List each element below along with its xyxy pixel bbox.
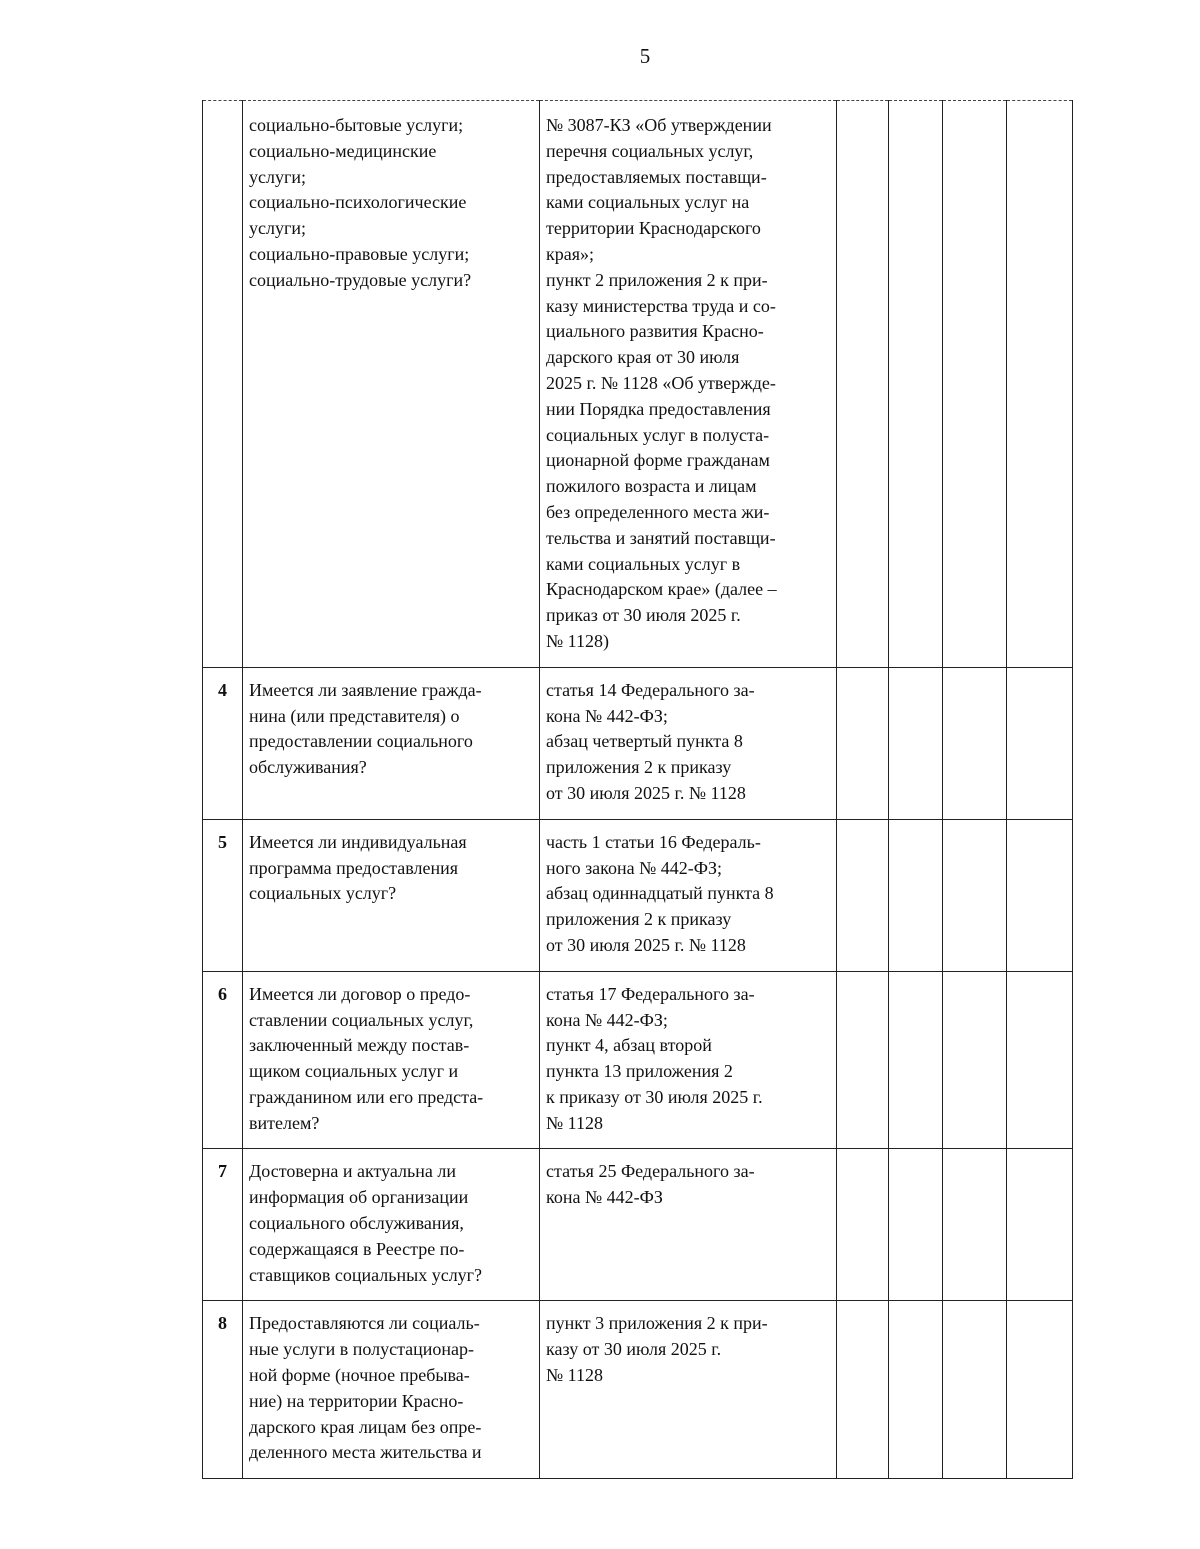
answer-na-cell bbox=[943, 101, 1007, 668]
page-number: 5 bbox=[639, 44, 651, 68]
question-cell: социально-бытовые услуги; социально-медицинские услуги; социально-психологические услуги; социально-правовые услуги; социально-трудовые услуги? bbox=[243, 101, 540, 668]
answer-yes-cell bbox=[837, 971, 889, 1149]
table-row bbox=[203, 101, 1073, 668]
note-cell bbox=[1007, 667, 1073, 819]
legal-reference-cell: статья 17 Федерального за- кона № 442-ФЗ; пункт 4, абзац второй пункта 13 приложения 2 к приказу от 30 июля 2025 г. № 1128 bbox=[540, 971, 837, 1149]
table-row bbox=[203, 667, 1073, 819]
table-row bbox=[203, 1149, 1073, 1301]
row-number: 7 bbox=[203, 1149, 243, 1301]
question-cell: Имеется ли индивидуальная программа предоставления социальных услуг? bbox=[243, 819, 540, 971]
row-number: 4 bbox=[203, 667, 243, 819]
answer-na-cell bbox=[943, 1149, 1007, 1301]
row-number bbox=[203, 101, 243, 668]
answer-no-cell bbox=[889, 971, 943, 1149]
answer-yes-cell bbox=[837, 667, 889, 819]
answer-yes-cell bbox=[837, 1301, 889, 1479]
legal-reference-cell: статья 14 Федерального за- кона № 442-ФЗ; абзац четвертый пункта 8 приложения 2 к приказу от 30 июля 2025 г. № 1128 bbox=[540, 667, 837, 819]
note-cell bbox=[1007, 971, 1073, 1149]
question-cell: Достоверна и актуальна ли информация об организации социального обслуживания, содержащаяся в Реестре по- ставщиков социальных услуг? bbox=[243, 1149, 540, 1301]
table-row bbox=[203, 1301, 1073, 1479]
question-cell: Имеется ли договор о предо- ставлении социальных услуг, заключенный между постав- щиком социальных услуг и гражданином или его предста- вителем? bbox=[243, 971, 540, 1149]
row-number: 6 bbox=[203, 971, 243, 1149]
answer-no-cell bbox=[889, 819, 943, 971]
legal-reference-cell: пункт 3 приложения 2 к при- казу от 30 июля 2025 г. № 1128 bbox=[540, 1301, 837, 1479]
answer-no-cell bbox=[889, 1149, 943, 1301]
answer-no-cell bbox=[889, 667, 943, 819]
note-cell bbox=[1007, 1149, 1073, 1301]
legal-reference-cell: статья 25 Федерального за- кона № 442-ФЗ bbox=[540, 1149, 837, 1301]
answer-yes-cell bbox=[837, 101, 889, 668]
answer-no-cell bbox=[889, 1301, 943, 1479]
answer-na-cell bbox=[943, 819, 1007, 971]
checklist-table bbox=[202, 100, 1073, 1479]
answer-no-cell bbox=[889, 101, 943, 668]
note-cell bbox=[1007, 819, 1073, 971]
legal-reference-cell: № 3087-КЗ «Об утверждении перечня социальных услуг, предоставляемых поставщи- ками социальных услуг на территории Краснодарского края»; пункт 2 приложения 2 к при- казу министерства труда и со- циального развития Красно- дарского края от 30 июля 2025 г. № 1128 «Об утвержде- нии Порядка предоставления социальных услуг в полуста- ционарной форме гражданам пожилого возраста и лицам без определенного места жи- тельства и занятий поставщи- ками социальных услуг в Краснодарском крае» (далее – приказ от 30 июля 2025 г. № 1128) bbox=[540, 101, 837, 668]
note-cell bbox=[1007, 1301, 1073, 1479]
answer-na-cell bbox=[943, 667, 1007, 819]
legal-reference-cell: часть 1 статьи 16 Федераль- ного закона № 442-ФЗ; абзац одиннадцатый пункта 8 приложения 2 к приказу от 30 июля 2025 г. № 1128 bbox=[540, 819, 837, 971]
question-cell: Предоставляются ли социаль- ные услуги в полустационар- ной форме (ночное пребыва- ние) на территории Красно- дарского края лицам без опре- деленного места жительства и bbox=[243, 1301, 540, 1479]
note-cell bbox=[1007, 101, 1073, 668]
row-number: 5 bbox=[203, 819, 243, 971]
answer-na-cell bbox=[943, 971, 1007, 1149]
question-cell: Имеется ли заявление гражда- нина (или представителя) о предоставлении социального обслуживания? bbox=[243, 667, 540, 819]
table-row bbox=[203, 819, 1073, 971]
answer-yes-cell bbox=[837, 1149, 889, 1301]
answer-na-cell bbox=[943, 1301, 1007, 1479]
row-number: 8 bbox=[203, 1301, 243, 1479]
table-row bbox=[203, 971, 1073, 1149]
answer-yes-cell bbox=[837, 819, 889, 971]
